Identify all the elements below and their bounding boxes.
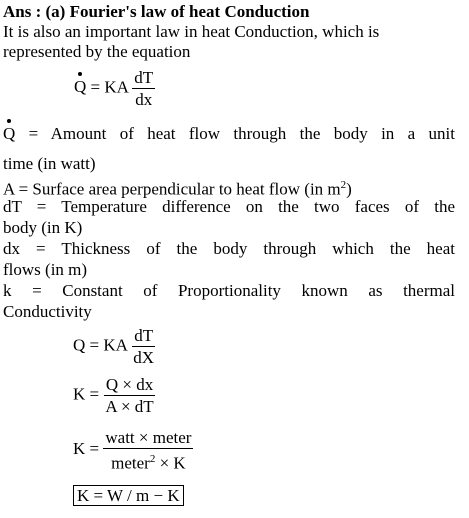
fraction-dt-dx [131,326,156,367]
coefficient-ka: KA [104,77,128,97]
den-base: meter [111,453,150,473]
equation-fourier-law [74,68,155,109]
fraction-denominator: dx [135,90,153,109]
definition-dx-cont: flows (in m) [3,260,88,279]
definition-k: k = Constant of Proportionality known as thermal [3,281,455,300]
equation-q-ka [73,326,156,367]
equals-sign: = [89,439,100,459]
den-rest: × K [155,453,186,473]
answer-heading: Ans : (a) Fourier's law of heat Conduction [3,2,310,21]
equation-k-result [73,486,184,506]
fraction-denominator: A × dT [105,397,154,416]
definition-q-text: = Amount of heat flow through the body in a unit [28,124,455,143]
intro-line-2: represented by the equation [3,42,191,61]
definition-dt-cont: body (in K) [3,218,83,237]
k-symbol: K [73,384,86,404]
fraction-units [103,428,193,473]
intro-line-1: It is also an important law in heat Conduction, which is [3,22,380,41]
definition-q [3,124,455,144]
equation-k-rearranged [73,375,156,416]
q-symbol: Q [73,335,86,355]
fraction-q-dx [103,375,155,416]
fraction-denominator: dX [133,348,155,367]
q-dot-symbol: Q [74,77,87,97]
definition-dx: dx = Thickness of the body through which the heat [3,239,455,258]
equals-sign: = [89,335,100,355]
definition-a-text: A = Surface area perpendicular to heat flow (in m [3,179,341,199]
fraction-denominator [109,449,188,473]
definition-dt: dT = Temperature difference on the two faces of the [3,197,455,216]
equals-sign: = [90,77,101,97]
boxed-result: K = W / m − K [73,485,184,506]
definition-a-sup: 2 [340,179,347,191]
equation-k-units [73,428,193,473]
fraction-dt-dx [132,68,155,109]
den-sup: 2 [149,453,156,465]
coefficient-ka: KA [103,335,127,355]
definition-a [3,175,352,200]
fraction-numerator: dT [134,68,154,87]
q-dot-symbol: Q [3,124,16,143]
definition-a-close: ) [346,179,352,199]
k-symbol: K [73,439,86,459]
definition-k-cont: Conductivity [3,302,92,321]
definition-q-cont: time (in watt) [3,154,96,173]
fraction-numerator: dT [134,326,154,345]
equals-sign: = [89,384,100,404]
fraction-numerator: Q × dx [105,375,154,394]
fraction-numerator: watt × meter [105,428,192,447]
